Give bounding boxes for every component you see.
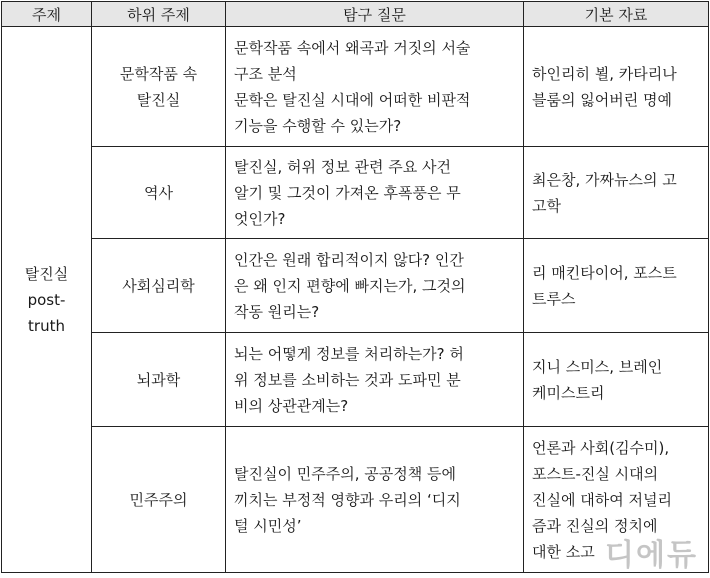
watermark-logo: 디에듀: [605, 538, 698, 573]
question-line: 인간은 원래 합리적이지 않다? 인간: [234, 250, 464, 269]
header-topic: 주제: [2, 2, 92, 27]
reference-line: 블룸의 잃어버린 명예: [532, 90, 672, 109]
question-line: 위 정보를 소비하는 것과 도파민 분: [234, 370, 461, 389]
table-row: [2, 333, 709, 427]
subtopic-line: 문학작품 속: [119, 64, 198, 83]
reference-cell: [524, 147, 709, 239]
topic-line: 탈진실: [24, 264, 69, 283]
question-cell: [226, 427, 524, 573]
topic-line: post-: [27, 290, 66, 309]
question-line: 문학은 탈진실 시대에 어떠한 비판적: [234, 90, 471, 109]
reference-line: 포스트-진실 시대의: [532, 464, 659, 483]
reference-line: 즘과 진실의 정치에: [532, 516, 658, 535]
subtopic-cell: [92, 147, 226, 239]
reference-line: 진실에 대하여 저널리: [532, 490, 672, 509]
header-reference: 기본 자료: [524, 2, 709, 27]
reference-line: 고학: [532, 196, 561, 215]
subtopic-cell: [92, 333, 226, 427]
subtopic-line: 역사: [144, 183, 173, 202]
reference-cell: [524, 333, 709, 427]
reference-line: 케미스트리: [532, 383, 605, 402]
question-line: 끼치는 부정적 영향과 우리의 ‘디지: [234, 490, 461, 509]
reference-line: 대한 소고: [532, 542, 595, 561]
question-line: 엇인가?: [234, 209, 286, 228]
reference-cell: [524, 27, 709, 147]
question-line: 은 왜 인지 편향에 빠지는가, 그것의: [234, 276, 466, 295]
question-line: 알기 및 그것이 가져온 후폭풍은 무: [234, 183, 461, 202]
topic-cell: [2, 27, 92, 573]
question-line: 탈진실이 민주주의, 공공정책 등에: [234, 464, 456, 483]
question-line: 탈진실, 허위 정보 관련 주요 사건: [234, 157, 451, 176]
reference-cell: [524, 239, 709, 333]
subtopic-line: 탈진실: [136, 90, 181, 109]
header-row: [2, 2, 709, 27]
question-cell: [226, 27, 524, 147]
header-subtopic: 하위 주제: [92, 2, 226, 27]
table-row: [2, 27, 709, 147]
table-row: [2, 239, 709, 333]
subtopic-line: 뇌과학: [136, 370, 181, 389]
reference-line: 지니 스미스, 브레인: [532, 357, 663, 376]
question-cell: [226, 239, 524, 333]
subtopic-line: 사회심리학: [122, 276, 195, 295]
question-line: 비의 상관관계는?: [234, 396, 349, 415]
header-question: 탐구 질문: [226, 2, 524, 27]
reference-line: 언론과 사회(김수미),: [532, 438, 670, 457]
question-line: 털 시민성’: [234, 516, 302, 535]
reference-line: 리 매킨타이어, 포스트: [532, 263, 677, 282]
question-line: 기능을 수행할 수 있는가?: [234, 116, 402, 135]
question-line: 뇌는 어떻게 정보를 처리하는가? 허: [234, 344, 464, 363]
reference-line: 최은창, 가짜뉴스의 고: [532, 170, 677, 189]
subtopic-line: 민주주의: [129, 490, 188, 509]
question-line: 문학작품 속에서 왜곡과 거짓의 서술: [234, 38, 471, 57]
subtopic-cell: [92, 27, 226, 147]
table-row: [2, 147, 709, 239]
table-row: [2, 427, 709, 573]
question-line: 구조 분석: [234, 64, 297, 83]
question-cell: [226, 147, 524, 239]
reference-line: 트루스: [532, 289, 576, 308]
reference-line: 하인리히 뵐, 카타리나: [532, 64, 677, 83]
subtopic-cell: [92, 239, 226, 333]
subtopic-cell: [92, 427, 226, 573]
question-line: 작동 원리는?: [234, 302, 320, 321]
question-cell: [226, 333, 524, 427]
research-topic-table: [1, 1, 709, 573]
topic-line: truth: [28, 316, 65, 335]
